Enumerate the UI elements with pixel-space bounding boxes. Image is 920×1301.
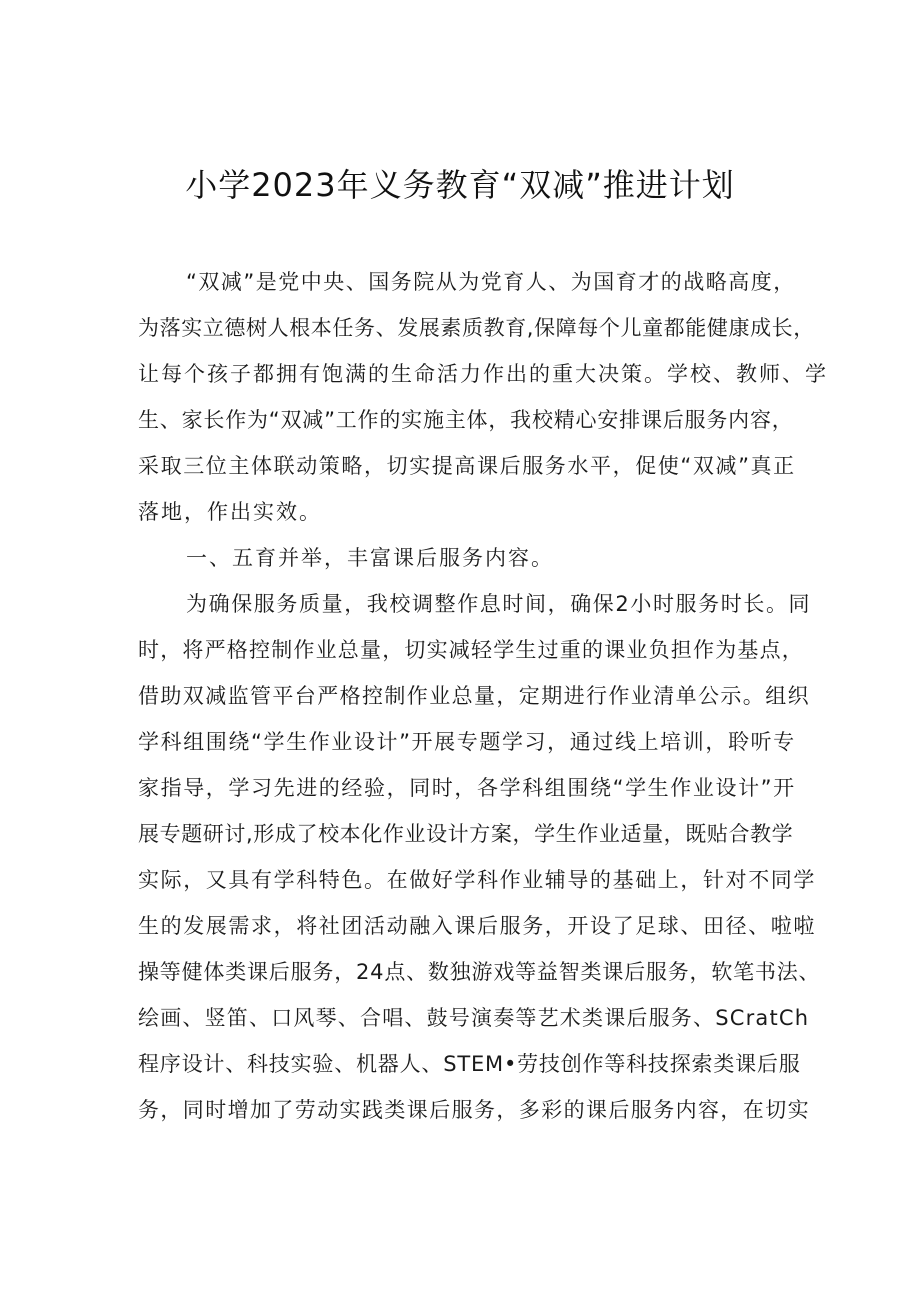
paragraph-line: 生、家长作为“双减”工作的实施主体，我校精心安排课后服务内容， [138, 408, 794, 432]
paragraph-line: 务，同时增加了劳动实践类课后服务，多彩的课后服务内容，在切实 [138, 1098, 810, 1122]
paragraph-line: 让每个孩子都拥有饱满的生命活力作出的重大决策。学校、教师、学 [138, 362, 828, 386]
paragraph-line: 实际，又具有学科特色。在做好学科作业辅导的基础上，针对不同学 [138, 868, 816, 892]
paragraph-line: 生的发展需求，将社团活动融入课后服务，开设了足球、田径、啦啦 [138, 914, 816, 938]
body-text [138, 0, 828, 1301]
paragraph-line: 借助双减监管平台严格控制作业总量，定期进行作业清单公示。组织 [138, 684, 810, 708]
paragraph-line: 展专题研讨,形成了校本化作业设计方案，学生作业适量，既贴合教学 [138, 822, 794, 846]
paragraph-line: 操等健体类课后服务，24点、数独游戏等益智类课后服务，软笔书法、 [138, 960, 821, 984]
paragraph-line: 落地，作出实效。 [138, 500, 322, 524]
paragraph-line: 采取三位主体联动策略，切实提高课后服务水平，促使“双减”真正 [138, 454, 796, 478]
paragraph-line: 为落实立德树人根本任务、发展素质教育,保障每个儿童都能健康成长， [138, 316, 815, 340]
paragraph-line: 程序设计、科技实验、机器人、STEM•劳技创作等科技探索类课后服 [138, 1052, 801, 1076]
section-heading: 一、五育并举，丰富课后服务内容。 [186, 546, 554, 570]
paragraph-line: 为确保服务质量，我校调整作息时间，确保2小时服务时长。同 [186, 592, 812, 616]
paragraph-line: 学科组围绕“学生作业设计”开展专题学习，通过线上培训，聆听专 [138, 730, 796, 754]
paragraph-line: 时，将严格控制作业总量，切实减轻学生过重的课业负担作为基点， [138, 638, 804, 662]
paragraph-line: 家指导，学习先进的经验，同时，各学科组围绕“学生作业设计”开 [138, 776, 796, 800]
paragraph-line: “双减”是党中央、国务院从为党育人、为国育才的战略高度， [186, 270, 796, 294]
paragraph-line: 绘画、竖笛、口风琴、合唱、鼓号演奏等艺术类课后服务、SCratCh [138, 1006, 810, 1030]
page-title: 小学2023年义务教育“双减”推进计划 [185, 166, 735, 204]
